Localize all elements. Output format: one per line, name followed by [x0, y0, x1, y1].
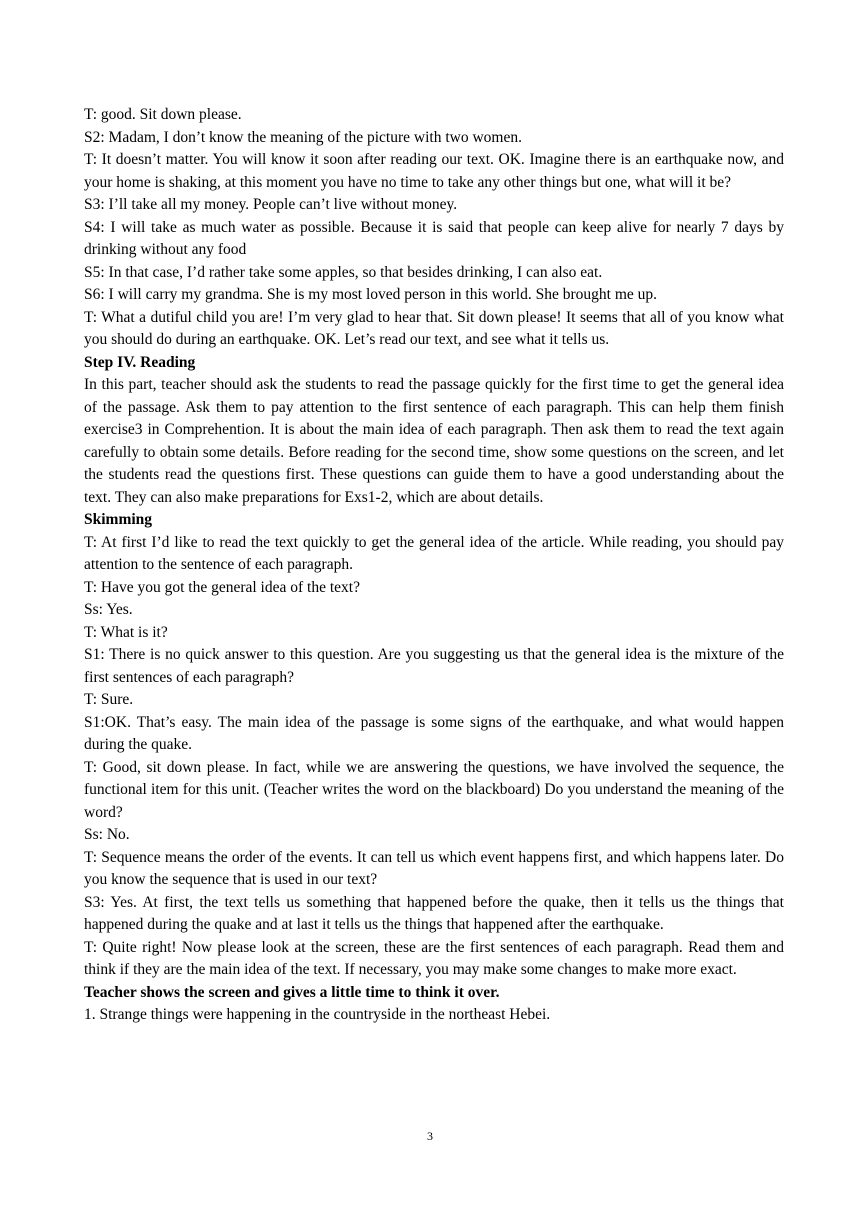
- dialogue-line: Ss: No.: [84, 826, 130, 843]
- dialogue-line: T: good. Sit down please.: [84, 106, 242, 123]
- dialogue-line: T: It doesn’t matter. You will know it soon after reading our text. OK. Imagine there is an earthquake now, and your home is shaking, at this moment you have no time to take any other things but one, what will it be?: [84, 151, 784, 191]
- dialogue-line: S1: There is no quick answer to this question. Are you suggesting us that the general idea is the mixture of the first sentences of each paragraph?: [84, 646, 784, 686]
- dialogue-line: S5: In that case, I’d rather take some apples, so that besides drinking, I can also eat.: [84, 263, 603, 281]
- dialogue-line: S3: I’ll take all my money. People can’t live without money.: [84, 196, 458, 213]
- instruction-paragraph: In this part, teacher should ask the students to read the passage quickly for the first time to get the general idea of the passage. Ask them to pay attention to the first sentence of each paragraph. This can help them finish exercise3 in Comprehention. It is about the main idea of each paragraph. Then ask them to read the text again carefully to obtain some details. Before reading for the second time, show some questions on the screen, and let the students read the questions first. These questions can guide them to have a good understanding about the text. They can also make preparations for Exs1-2, which are about details.: [84, 376, 784, 506]
- dialogue-line: T: At first I’d like to read the text quickly to get the general idea of the article. While reading, you should pay attention to the sentence of each paragraph.: [84, 533, 784, 573]
- numbered-item: 1. Strange things were happening in the countryside in the northeast Hebei.: [84, 1006, 551, 1023]
- dialogue-line: S4: I will take as much water as possible. Because it is said that people can keep alive for nearly 7 days by drinking without any food: [84, 218, 784, 258]
- dialogue-line: T: Good, sit down please. In fact, while we are answering the questions, we have involved the sequence, the functional item for this unit. (Teacher writes the word on the blackboard) Do you understand the meaning of the word?: [84, 758, 784, 821]
- dialogue-line: S2: Madam, I don’t know the meaning of the picture with two women.: [84, 128, 522, 146]
- bold-instruction: Teacher shows the screen and gives a little time to think it over.: [84, 983, 500, 1001]
- dialogue-line: T: Have you got the general idea of the text?: [84, 578, 360, 596]
- dialogue-line: T: What is it?: [84, 623, 168, 641]
- page-number: 3: [427, 1129, 433, 1143]
- document-body: [84, 104, 784, 1027]
- dialogue-line: S1:OK. That’s easy. The main idea of the passage is some signs of the earthquake, and what would happen during the quake.: [84, 713, 784, 753]
- dialogue-line: Ss: Yes.: [84, 601, 133, 618]
- dialogue-line: T: What a dutiful child you are! I’m very glad to hear that. Sit down please! It seems that all of you know what you should do during an earthquake. OK. Let’s read our text, and see what it tells us.: [84, 308, 784, 348]
- dialogue-line: T: Sequence means the order of the events. It can tell us which event happens first, and which happens later. Do you know the sequence that is used in our text?: [84, 848, 784, 888]
- dialogue-line: T: Sure.: [84, 691, 134, 708]
- subsection-heading: Skimming: [84, 511, 153, 528]
- dialogue-line: T: Quite right! Now please look at the screen, these are the first sentences of each paragraph. Read them and think if they are the main idea of the text. If necessary, you may make some changes to make more exact.: [84, 938, 784, 978]
- section-heading: Step IV. Reading: [84, 353, 196, 371]
- dialogue-line: S3: Yes. At first, the text tells us something that happened before the quake, then it tells us the things that happened during the quake and at last it tells us the things that happened after the earthquake.: [84, 893, 784, 933]
- dialogue-line: S6: I will carry my grandma. She is my most loved person in this world. She brought me up.: [84, 286, 658, 303]
